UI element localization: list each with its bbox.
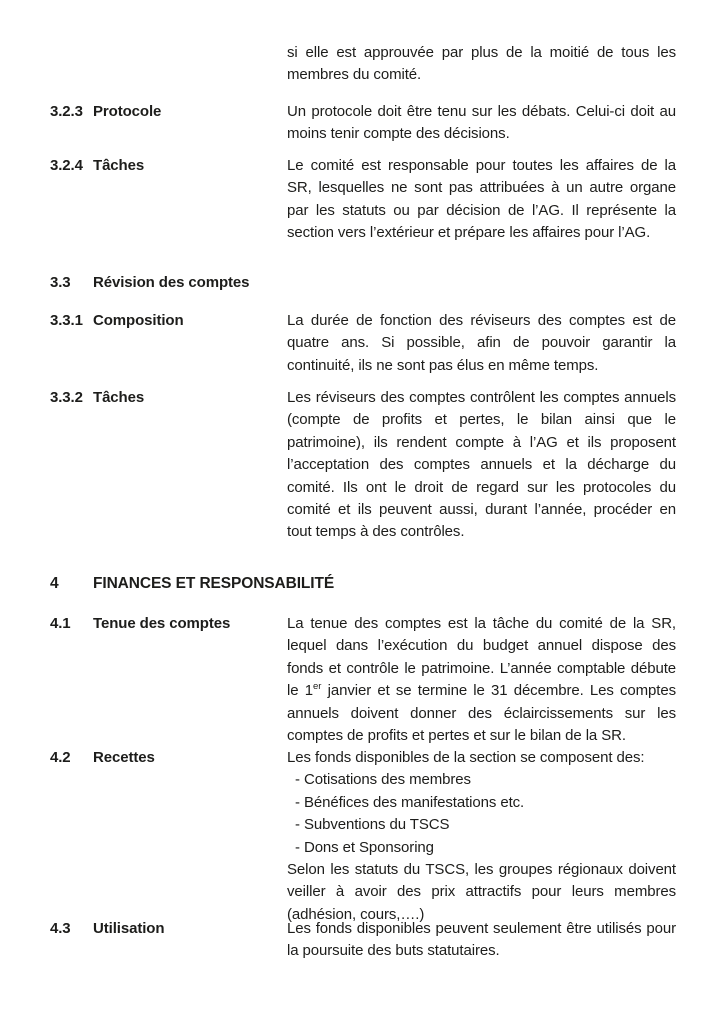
list-item: - Bénéfices des manifestations etc. xyxy=(295,793,525,811)
section-number: 4 xyxy=(50,575,59,592)
section-body: La durée de fonction des réviseurs des comptes est de quatre ans. Si possible, afin de pouvoir garantir la continuité, ils ne sont pas élus en même temps. xyxy=(287,312,676,374)
section-label xyxy=(50,101,287,123)
section-3-2-4-taches xyxy=(50,155,676,245)
heading-3-3-revision-des-comptes xyxy=(50,272,676,294)
section-4-3-utilisation xyxy=(50,918,676,963)
list-item: - Cotisations des membres xyxy=(295,771,471,789)
section-label xyxy=(50,918,287,940)
section-title: Tenue des comptes xyxy=(93,615,231,632)
body-text-before-superscript: La tenue des comptes est la tâche du comité de la SR, lequel dans l’exécution du budget annuel dispose des fonds et contrôle le patrimoine. L’année comptable débute le 1 xyxy=(287,615,676,700)
section-body xyxy=(287,613,676,747)
section-body: Le comité est responsable pour toutes les affaires de la SR, lesquelles ne sont pas attribuées à un autre organe par les statuts ou par décision de l’AG. Il représente la section vers l’extérieur et prépare les affaires pour l’AG. xyxy=(287,157,676,242)
section-body: Un protocole doit être tenu sur les débats. Celui-ci doit au moins tenir compte des décisions. xyxy=(287,103,676,143)
section-title: Protocole xyxy=(93,103,162,120)
section-title: Tâches xyxy=(93,157,145,174)
section-number: 3.2.4 xyxy=(50,157,83,174)
section-body: Les réviseurs des comptes contrôlent les comptes annuels (compte de profits et pertes, le bilan ainsi que le patrimoine), ils rendent compte à l’AG et ils proposent l’acceptation des comptes annuels et la décharge du comité. Ils ont le droit de regard sur les protocoles du comité et ils peuvent aussi, durant l’année, procéder en tout temps à des contrôles. xyxy=(287,389,676,541)
section-number: 4.2 xyxy=(50,749,71,766)
section-title: Recettes xyxy=(93,749,155,766)
section-label xyxy=(50,747,287,769)
section-title: Tâches xyxy=(93,389,145,406)
section-label xyxy=(50,272,287,294)
section-label xyxy=(50,155,287,177)
section-title: FINANCES ET RESPONSABILITÉ xyxy=(93,575,335,592)
section-3-2-3-protocole xyxy=(50,101,676,146)
list-item: - Subventions du TSCS xyxy=(295,816,450,834)
section-continuation xyxy=(50,42,676,87)
section-number: 4.3 xyxy=(50,920,71,937)
section-number: 3.3.2 xyxy=(50,389,83,406)
section-body xyxy=(287,747,676,926)
section-label xyxy=(50,310,287,332)
section-number: 3.3 xyxy=(50,274,71,291)
section-title: Utilisation xyxy=(93,920,165,937)
section-body: si elle est approuvée par plus de la moitié de tous les membres du comité. xyxy=(287,44,676,84)
list-intro: Les fonds disponibles de la section se composent des: xyxy=(287,749,645,766)
section-label xyxy=(50,573,335,595)
section-title: Révision des comptes xyxy=(93,274,250,291)
section-number: 3.3.1 xyxy=(50,312,83,329)
section-number: 4.1 xyxy=(50,615,71,632)
section-3-3-2-taches xyxy=(50,387,676,544)
ordinal-superscript: er xyxy=(312,681,322,693)
body-text-after-superscript: janvier et se termine le 31 décembre. Les comptes annuels doivent donner des éclaircissements sur les comptes de profits et pertes et sur le bilan de la SR. xyxy=(287,682,676,745)
section-title: Composition xyxy=(93,312,184,329)
section-4-1-tenue-des-comptes xyxy=(50,613,676,747)
section-body: Les fonds disponibles peuvent seulement être utilisés pour la poursuite des buts statutaires. xyxy=(287,920,676,960)
list-outro: Selon les statuts du TSCS, les groupes régionaux doivent veiller à avoir des prix attractifs pour leurs membres (adhésion, cours,….) xyxy=(287,861,676,923)
section-label xyxy=(50,613,287,635)
section-4-2-recettes xyxy=(50,747,676,926)
list-item: - Dons et Sponsoring xyxy=(295,838,434,856)
section-3-3-1-composition xyxy=(50,310,676,377)
heading-4-finances-et-responsabilite xyxy=(50,573,676,595)
section-label xyxy=(50,387,287,409)
section-number: 3.2.3 xyxy=(50,103,83,120)
